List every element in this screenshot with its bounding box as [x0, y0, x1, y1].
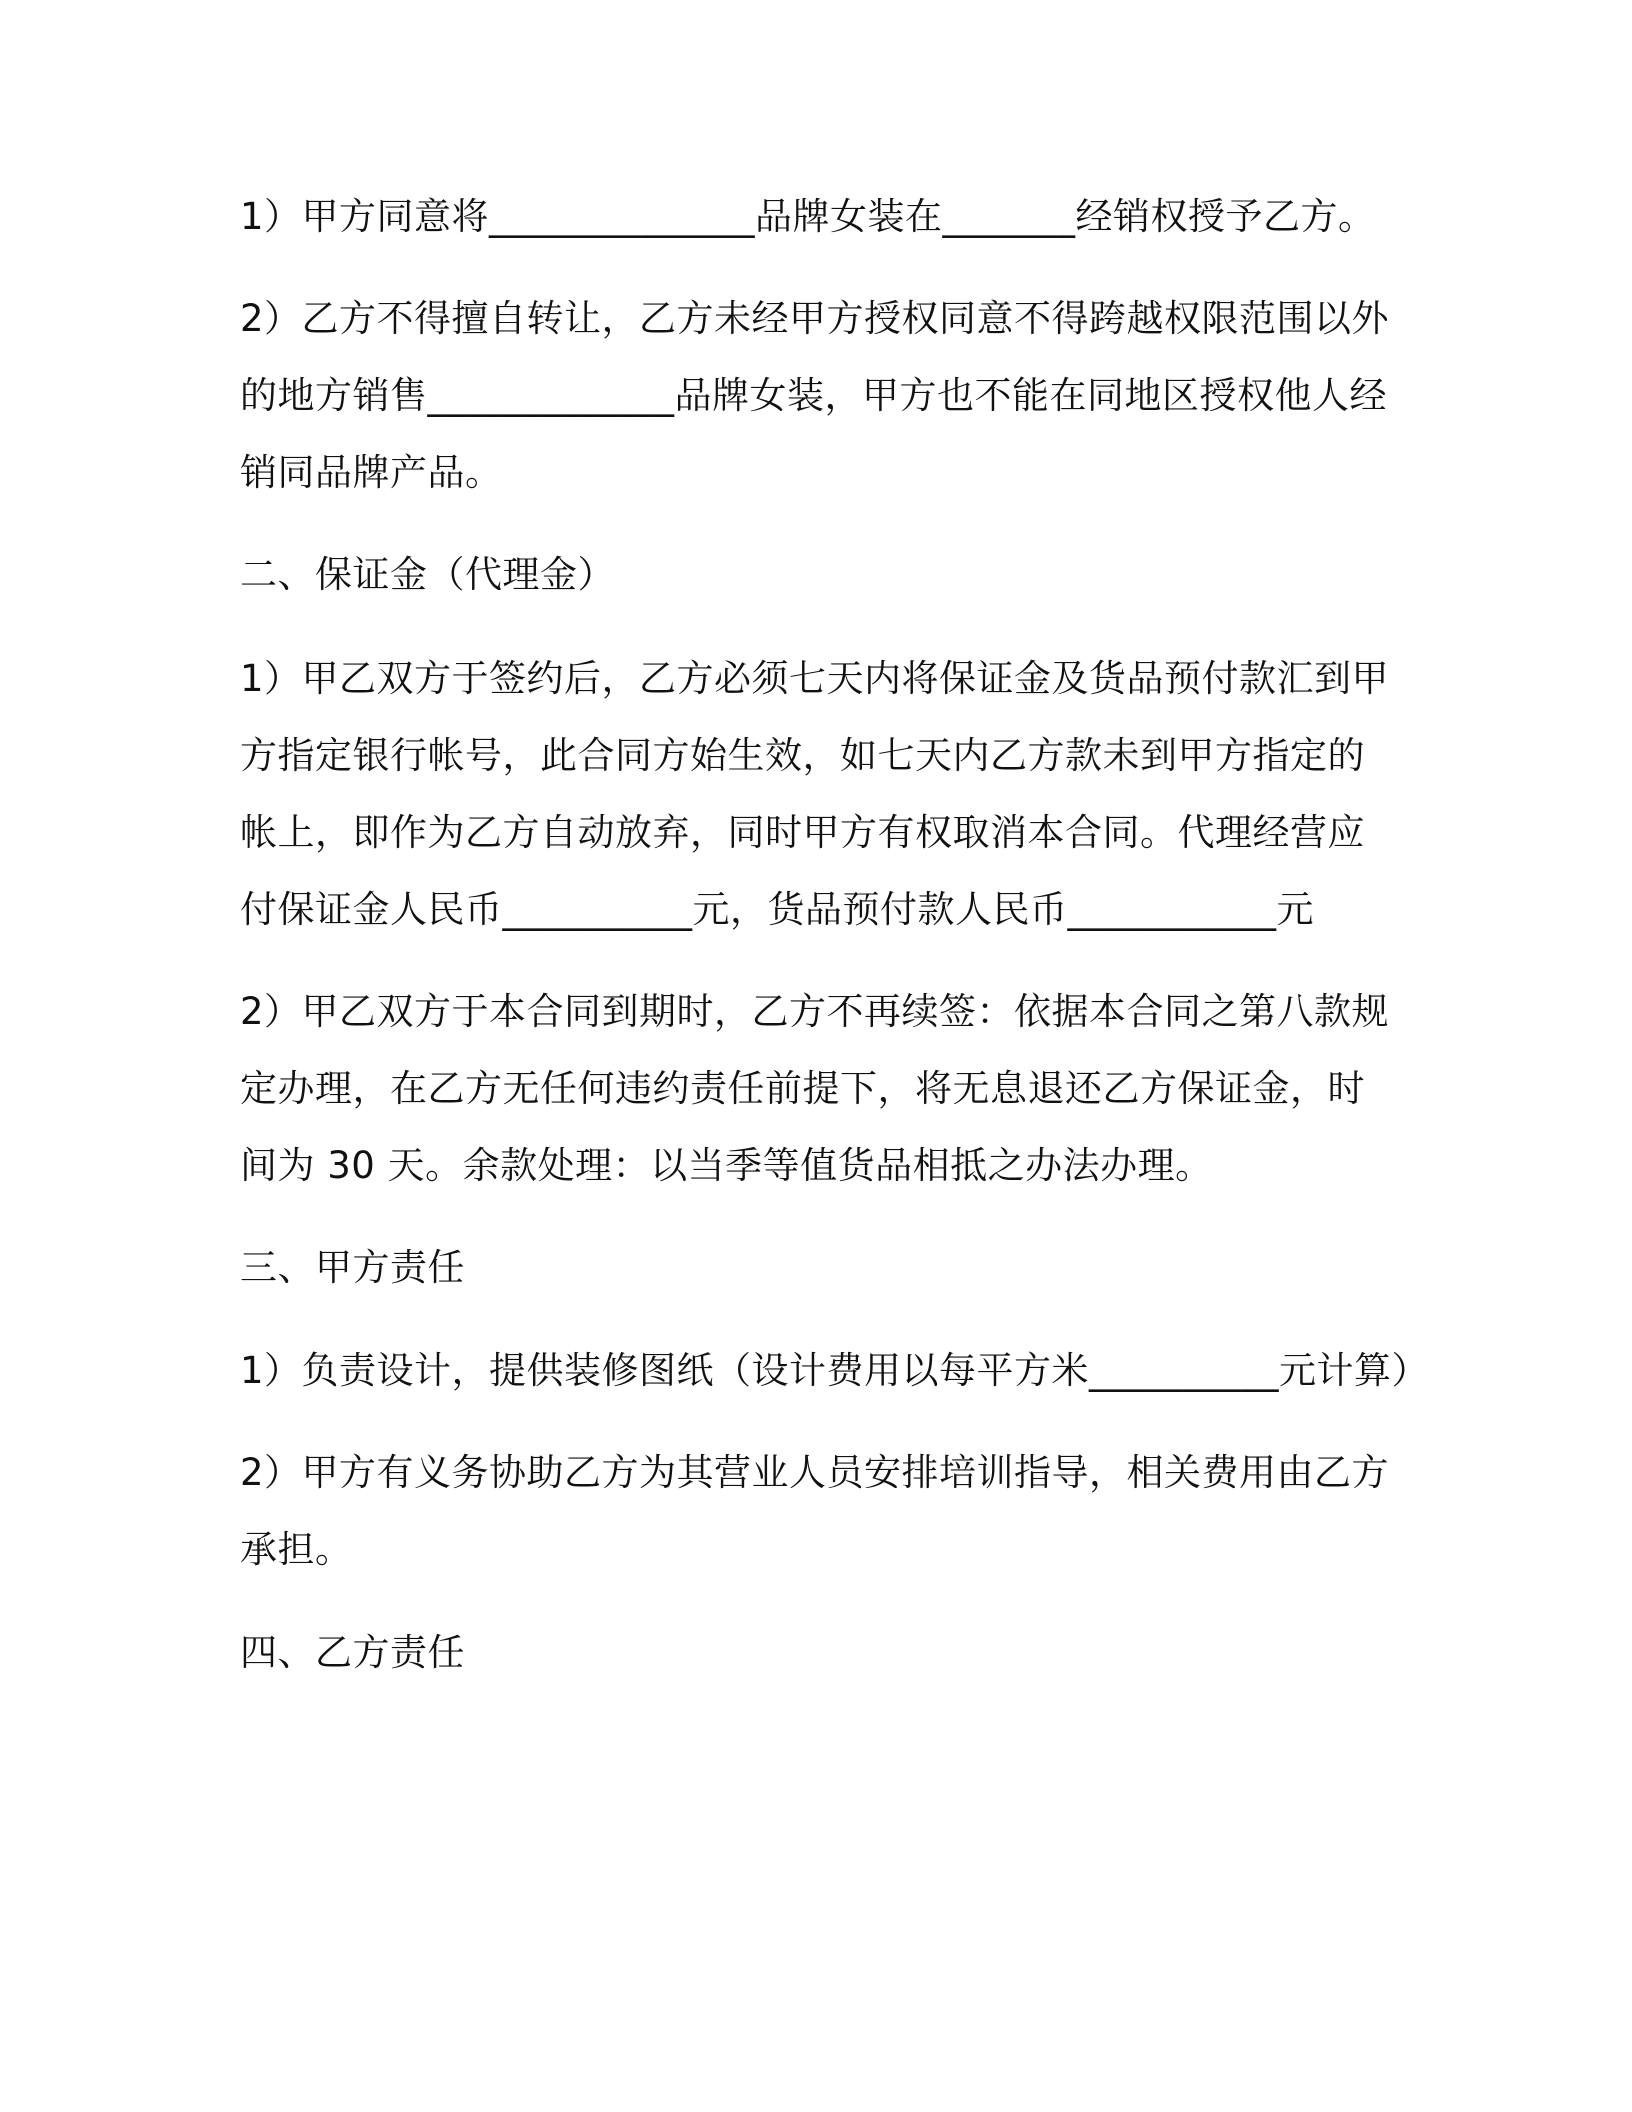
text-line: 2）乙方不得擅自转让，乙方未经甲方授权同意不得跨越权限范围以外 — [240, 297, 1390, 340]
section-heading-4 — [240, 1614, 1410, 1691]
text-line: 1）甲乙双方于签约后，乙方必须七天内将保证金及货品预付款汇到甲 — [240, 657, 1390, 700]
clause-2-1 — [240, 640, 1410, 948]
clause-1-1 — [240, 178, 1410, 255]
text-line: 销同品牌产品。 — [240, 451, 503, 494]
section-heading-2 — [240, 536, 1410, 613]
heading-line: 四、乙方责任 — [240, 1631, 465, 1674]
text-line: 方指定银行帐号，此合同方始生效，如七天内乙方款未到甲方指定的 — [240, 734, 1365, 777]
clause-2-2 — [240, 973, 1410, 1204]
heading-line: 二、保证金（代理金） — [240, 553, 615, 596]
clause-3-1 — [240, 1332, 1430, 1409]
text-line: 的地方销售_____________品牌女装，甲方也不能在同地区授权他人经 — [240, 374, 1387, 417]
heading-line: 三、甲方责任 — [240, 1246, 465, 1289]
text-line: 定办理，在乙方无任何违约责任前提下，将无息退还乙方保证金，时 — [240, 1067, 1365, 1110]
text-line: 帐上，即作为乙方自动放弃，同时甲方有权取消本合同。代理经营应 — [240, 811, 1365, 854]
text-line: 付保证金人民币__________元，货品预付款人民币___________元 — [240, 888, 1314, 931]
text-line: 1）甲方同意将______________品牌女装在_______经销权授予乙方。 — [240, 195, 1376, 238]
text-line: 2）甲乙双方于本合同到期时，乙方不再续签：依据本合同之第八款规 — [240, 990, 1390, 1033]
clause-1-2 — [240, 280, 1410, 511]
text-line: 间为 30 天。余款处理：以当季等值货品相抵之办法办理。 — [240, 1144, 1213, 1187]
clause-3-2 — [240, 1434, 1410, 1588]
text-line: 承担。 — [240, 1528, 353, 1571]
section-heading-3 — [240, 1229, 1410, 1306]
text-line: 1）负责设计，提供装修图纸（设计费用以每平方米__________元计算） — [240, 1349, 1430, 1392]
text-line: 2）甲方有义务协助乙方为其营业人员安排培训指导，相关费用由乙方 — [240, 1451, 1390, 1494]
